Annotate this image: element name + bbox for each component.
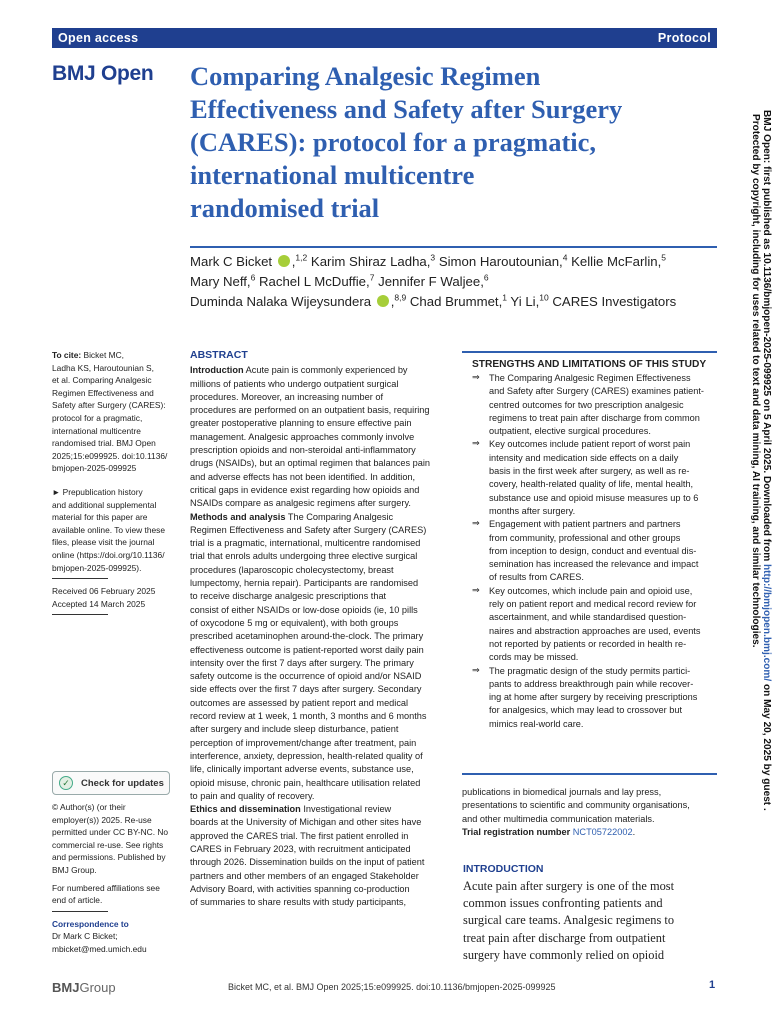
article-type-label: Protocol [657,31,711,45]
author-link[interactable]: Chad Brummet, [409,294,503,309]
strengths-list [462,372,717,731]
supplement-link[interactable]: online (https://doi.org/10.1136/ [52,549,165,560]
strengths-limitations-box [462,351,717,775]
abstract-heading: ABSTRACT [190,349,248,361]
implies-arrow-icon: ⇒ [472,664,480,675]
introduction-section: INTRODUCTION Acute pain after surgery is one of the most common issues confronting patients and surgical care teams. Analgesic regimens to treat pain after discharge from outpatient surgery have commonly relied on opioid [463,863,718,964]
abstract-continuation: publications in biomedical journals and lay press, presentations to scientific and community organisations, and other multimedia communication materials. Trial registration number NCT05722002. [462,787,690,837]
abstract-line: boards at the University of Michigan and other sites have [190,817,422,828]
abstract-line: intensity over the first 7 days after surgery. The primary [190,657,414,668]
abstract-line: Regimen Effectiveness and Safety after Surgery (CARES) [190,524,427,535]
abstract-line: to pain and quality of recovery. [190,790,315,801]
author-link[interactable]: Jennifer F Waljee, [378,274,484,289]
abstract-line: consist of either NSAIDs or low-dose opioids (ie, 10 pills [190,604,418,615]
article-title [190,60,710,225]
sidebar-divider [52,614,108,615]
title-divider [190,246,717,248]
abstract-line: procedures. Moreover, an increasing number of [190,391,384,402]
author-link[interactable]: Mark C Bicket [190,254,273,269]
abstract-line: outcomes are assessed by patient report and medical [190,697,409,708]
check-updates-icon: ✓ [59,776,73,790]
abstract-line: side effects over the first 7 days after surgery. Secondary [190,684,422,695]
title-line: Comparing Analgesic Regimen [190,61,541,91]
abstract-subheading: Introduction [190,365,244,376]
author-list: Mark C Bicket ,$^{1,2}$ Karim Shiraz Ladha,$^3$ Simon Haroutounian,$^4$ Kellie McFarlin,$^5$ Mary Neff,$^6$ Rachel L McDuffie,$^7$ Jennifer F Waljee,$^6$ Duminda Nalaka Wijeysundera ,$^{8,9}$ Chad Brummet,$^1$ Yi Li,$^{10}$ CARES Investigators [190,252,677,309]
abstract-line: perception of improvement/change after treatment, pain [190,737,417,748]
implies-arrow-icon: ⇒ [472,372,480,382]
abstract-line: and adverse effects has not been identified. In addition, [190,471,416,482]
title-line: international multicentre [190,160,475,190]
abstract-line: critical gaps in evidence exist regarding how opioids and [190,484,420,495]
check-for-updates-button[interactable]: ✓ Check for updates [52,771,170,795]
abstract-line: millions of patients who undergo outpatient surgical [190,378,399,389]
download-watermark: BMJ Open: first published as 10.1136/bmjopen-2025-099925 on 5 April 2025. Downloaded from http://bmjopen.bmj.com/ on May 20, 2025 by guest . Protected by copyright, including for uses related to text and data mining, AI training, and similar technologies. [750,110,772,811]
title-line: Effectiveness and Safety after Surgery [190,94,623,124]
implies-arrow-icon: ⇒ [472,584,480,595]
abstract-line: prescribed acetaminophen around-the-clock. The primary [190,631,424,642]
trial-registration-label: Trial registration number [462,826,571,837]
abstract-line: NSAIDs compare as analgesic regimens after surgery. [190,498,411,509]
author-link[interactable]: Kellie McFarlin, [571,254,662,269]
implies-arrow-icon: ⇒ [472,518,480,529]
abstract-line: of oxycodone 5 mg or equivalent), with both groups [190,617,399,628]
abstract-line: procedures (laparoscopic cholecystectomy, breast [190,564,394,575]
bmj-group-logo: BMJGroup [52,980,116,995]
strength-item: ⇒ Key outcomes include patient report of worst pain intensity and medication side effects on a daily basis in the first week after surgery, as well as re- covery, health-related quality of life, mental health, substance use and opioid misuse measures up to 6 months after surgery. [472,438,699,516]
copyright-note: © Author(s) (or their employer(s)) 2025. Re-use permitted under CC BY-NC. No commercial re-use. See rights and permissions. Published by BMJ Group. For numbered affiliations see end of article. Correspondence to Dr Mark C Bicket; mbicket@med.umich.edu [52,802,169,954]
title-line: randomised trial [190,193,380,223]
author-link[interactable]: Yi Li, [510,294,540,309]
accepted-date: Accepted 14 March 2025 [52,598,146,609]
abstract-line: greater postoperative planning to ensure effective pain [190,418,412,429]
abstract-line: trial is a pragmatic, international, multicentre randomised [190,538,421,549]
abstract-line: opioid misuse, chronic pain, healthcare utilisation related [190,777,421,788]
abstract-line: Advisory Board, with activities spanning co-production [190,883,410,894]
author-link[interactable]: Mary Neff, [190,274,251,289]
abstract-line: effectiveness outcome is patient-reported worst daily pain [190,644,424,655]
journal-header-bar [52,28,717,48]
strength-item: ⇒ Engagement with patient partners and partners from community, professional and other groups from inception to design, conduct and eventual dis- semination has increased the relevance and impact of results from CARES. [472,518,699,583]
page-number: 1 [709,979,716,991]
strength-item: ⇒ The pragmatic design of the study permits partici- pants to address breakthrough pain while recover- ing at home after surgery by receiving prescriptions for analgesics, which may lead to crossover but mimics real-world care. [472,664,698,729]
sidebar-divider [52,911,108,912]
citation-block: To cite: Bicket MC, Ladha KS, Haroutounian S, et al. Comparing Analgesic Regimen Effectiveness and Safety after Surgery (CARES): protocol for a pragmatic, international multicentre randomised trial. BMJ Open 2025;15:e099925. doi:10.1136/ bmjopen-2025-099925 [52,350,168,474]
strength-item: ⇒ Key outcomes, which include pain and opioid use, rely on patient report and medical record review for ascertainment, and while standardised question- naires and abstraction approaches are used, events not reported by patients or recorded in health re- cords may be missed. [472,584,701,663]
author-link[interactable]: Rachel L McDuffie, [259,274,370,289]
abstract-line: procedures are performed on an outpatient basis, requiring [190,405,430,416]
orcid-icon[interactable] [377,295,389,307]
footer-citation: Bicket MC, et al. BMJ Open 2025;15:e099925. doi:10.1136/bmjopen-2025-099925 [228,982,556,992]
journal-url-link[interactable]: http://bmjopen.bmj.com/ [761,563,772,682]
abstract-body [190,364,450,909]
abstract-line: CARES in February 2023, with recruitment anticipated [190,843,411,854]
title-line: (CARES): protocol for a pragmatic, [190,127,597,157]
abstract-line: partners and other members of an engaged Stakeholder [190,870,419,881]
prepublication-note: ► Prepublication history and additional supplemental material for this paper are available online. To view these files, please visit the journal online (https://doi.org/10.1136/ bmjopen-2025-099925). Received 06 February 2025 Accepted 14 March 2025 [52,486,170,621]
abstract-line: lumpectomy, hernia repair). Participants are randomised [190,578,419,589]
received-date: Received 06 February 2025 [52,586,156,597]
abstract-subheading: Methods and analysis [190,511,286,522]
open-access-label: Open access [58,31,139,45]
implies-arrow-icon: ⇒ [472,438,480,449]
abstract-line: interference, anxiety, depression, health-related quality of [190,750,423,761]
author-link[interactable]: Duminda Nalaka Wijeysundera [190,294,372,309]
strength-item: ⇒ The Comparing Analgesic Regimen Effectiveness and Safety after Surgery (CARES) examines patient- centred outcomes for two prescription analgesic regimens to treat pain after discharge from common outpatient, elective surgical procedures. [472,372,704,437]
orcid-icon[interactable] [278,255,290,267]
abstract-line: trial that enrols adults undergoing three elective surgical [190,551,418,562]
abstract-line: management. Analgesic approaches commonly involve [190,431,415,442]
abstract-subheading: Ethics and dissemination [190,804,301,815]
cite-label: To cite: [52,350,82,360]
trial-registration-link[interactable]: NCT05722002 [572,826,633,837]
abstract-line: Methods and analysis The Comparing Analgesic [190,511,394,522]
abstract-line: through 2026. Dissemination builds on the input of patient [190,857,425,868]
abstract-line: life, clinically important adverse events, substance use, [190,764,414,775]
abstract-line: drugs (NSAIDs), but an optimal regimen that balances pain [190,458,431,469]
author-link[interactable]: CARES Investigators [552,294,677,309]
correspondence-email[interactable]: mbicket@med.umich.edu [52,943,147,954]
abstract-line: approved the CARES trial. The first patient enrolled in [190,830,409,841]
abstract-line: of summaries to share results with study participants, [190,897,406,908]
abstract-line: Ethics and dissemination Investigational review [190,804,392,815]
correspondence-title: Correspondence to [52,918,129,929]
sidebar-divider [52,578,108,579]
abstract-line: record review at 1 week, 1 month, 3 months and 6 months [190,711,427,722]
abstract-line: prescription opioids and non-steroidal anti-inflammatory [190,445,416,456]
strengths-heading: STRENGTHS AND LIMITATIONS OF THIS STUDY [472,359,707,370]
journal-logo: BMJ Open [52,62,154,85]
abstract-line: Introduction Acute pain is commonly experienced by [190,365,408,376]
abstract-section [190,349,450,909]
abstract-line: to receive discharge analgesic prescriptions that [190,591,387,602]
author-link[interactable]: Simon Haroutounian, [438,254,563,269]
author-link[interactable]: Karim Shiraz Ladha, [310,254,431,269]
abstract-line: after surgery and include sleep disturbance, patient [190,724,399,735]
abstract-line: safety outcome is the occurrence of opioid and/or NSAID [190,671,422,682]
introduction-heading: INTRODUCTION [463,863,544,875]
